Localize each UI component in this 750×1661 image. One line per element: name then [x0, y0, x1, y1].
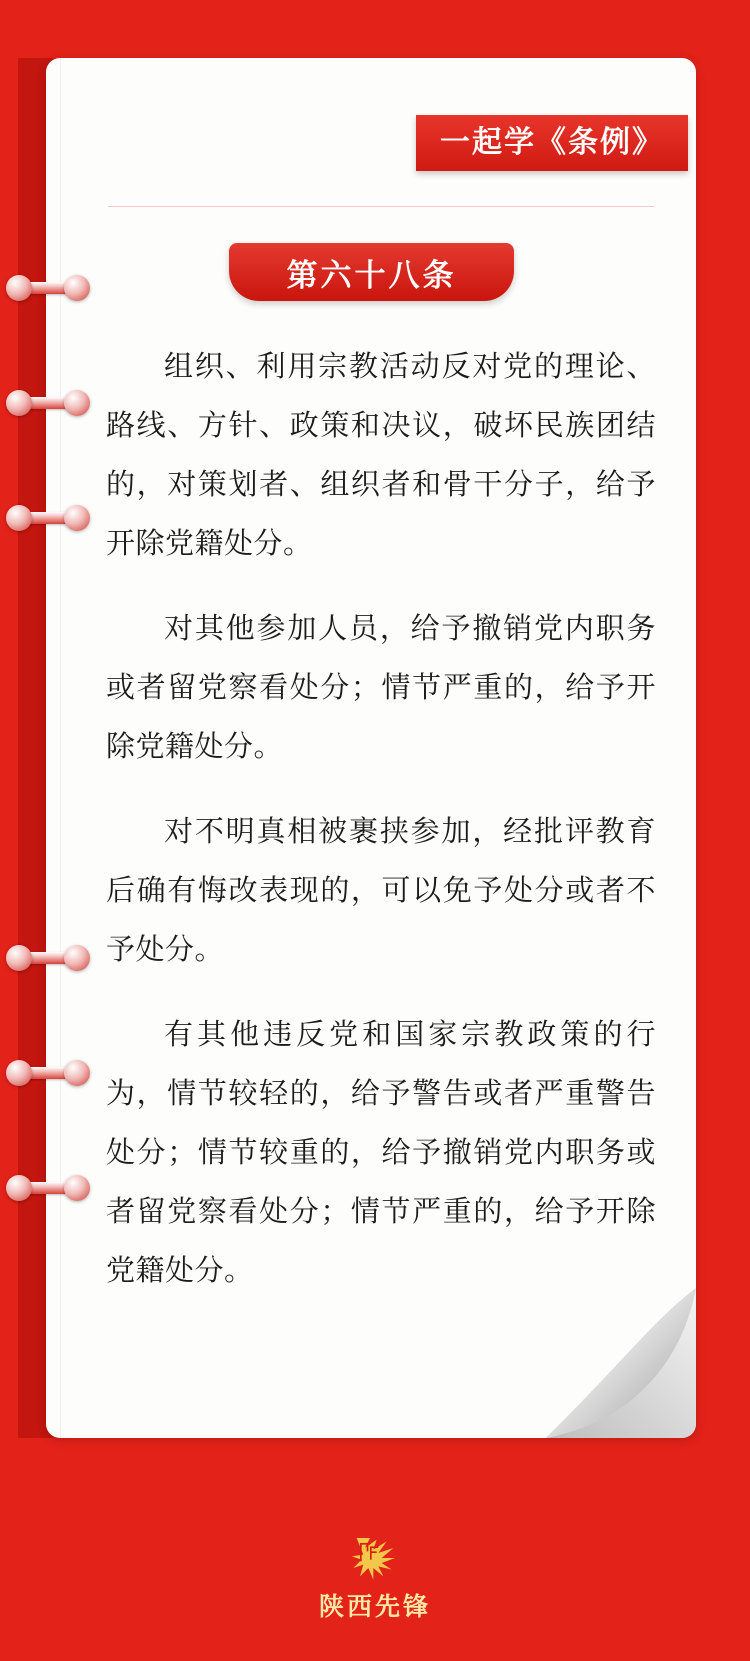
binding-ring — [6, 1175, 90, 1201]
header-banner — [416, 115, 688, 171]
binding-ring-cap-left — [6, 1175, 32, 1201]
binding-ring — [6, 275, 90, 301]
binding-ring-cap-right — [64, 505, 90, 531]
article-paragraph: 有其他违反党和国家宗教政策的行为，情节较轻的，给予警告或者严重警告处分；情节较重的，给予撤销党内职务或者留党察看处分；情节严重的，给予开除党籍处分。 — [106, 1019, 656, 1287]
article-paragraph: 对其他参加人员，给予撤销党内职务或者留党察看处分；情节严重的，给予开除党籍处分。 — [106, 613, 656, 763]
footer — [0, 1527, 750, 1623]
binding-ring — [6, 505, 90, 531]
binding-ring-cap-right — [64, 945, 90, 971]
binding-ring-cap-left — [6, 390, 32, 416]
article-paragraph: 组织、利用宗教活动反对党的理论、路线、方针、政策和决议，破坏民族团结的，对策划者、组织者和骨干分子，给予开除党籍处分。 — [106, 351, 656, 560]
content-card — [46, 58, 696, 1438]
binding-ring-cap-right — [64, 1175, 90, 1201]
binding-ring-cap-left — [6, 275, 32, 301]
article-title-label: 第六十八条 — [286, 257, 457, 293]
header-divider — [108, 206, 654, 207]
header-banner-label: 一起学《条例》 — [440, 126, 664, 159]
binding-ring-cap-left — [6, 945, 32, 971]
binding-ring-cap-left — [6, 505, 32, 531]
binding-ring — [6, 1060, 90, 1086]
article-body — [106, 338, 656, 1327]
article-paragraph: 对不明真相被裹挟参加，经批评教育后确有悔改表现的，可以免予处分或者不予处分。 — [106, 816, 656, 966]
footer-logo-label: 陕西先锋 — [318, 1594, 431, 1621]
party-emblem-icon — [348, 1533, 402, 1583]
binding-ring-cap-right — [64, 390, 90, 416]
binding-ring-cap-left — [6, 1060, 32, 1086]
binding-ring — [6, 945, 90, 971]
binding-ring-cap-right — [64, 1060, 90, 1086]
article-title-pill — [229, 243, 514, 301]
binding-ring-cap-right — [64, 275, 90, 301]
binding-ring — [6, 390, 90, 416]
